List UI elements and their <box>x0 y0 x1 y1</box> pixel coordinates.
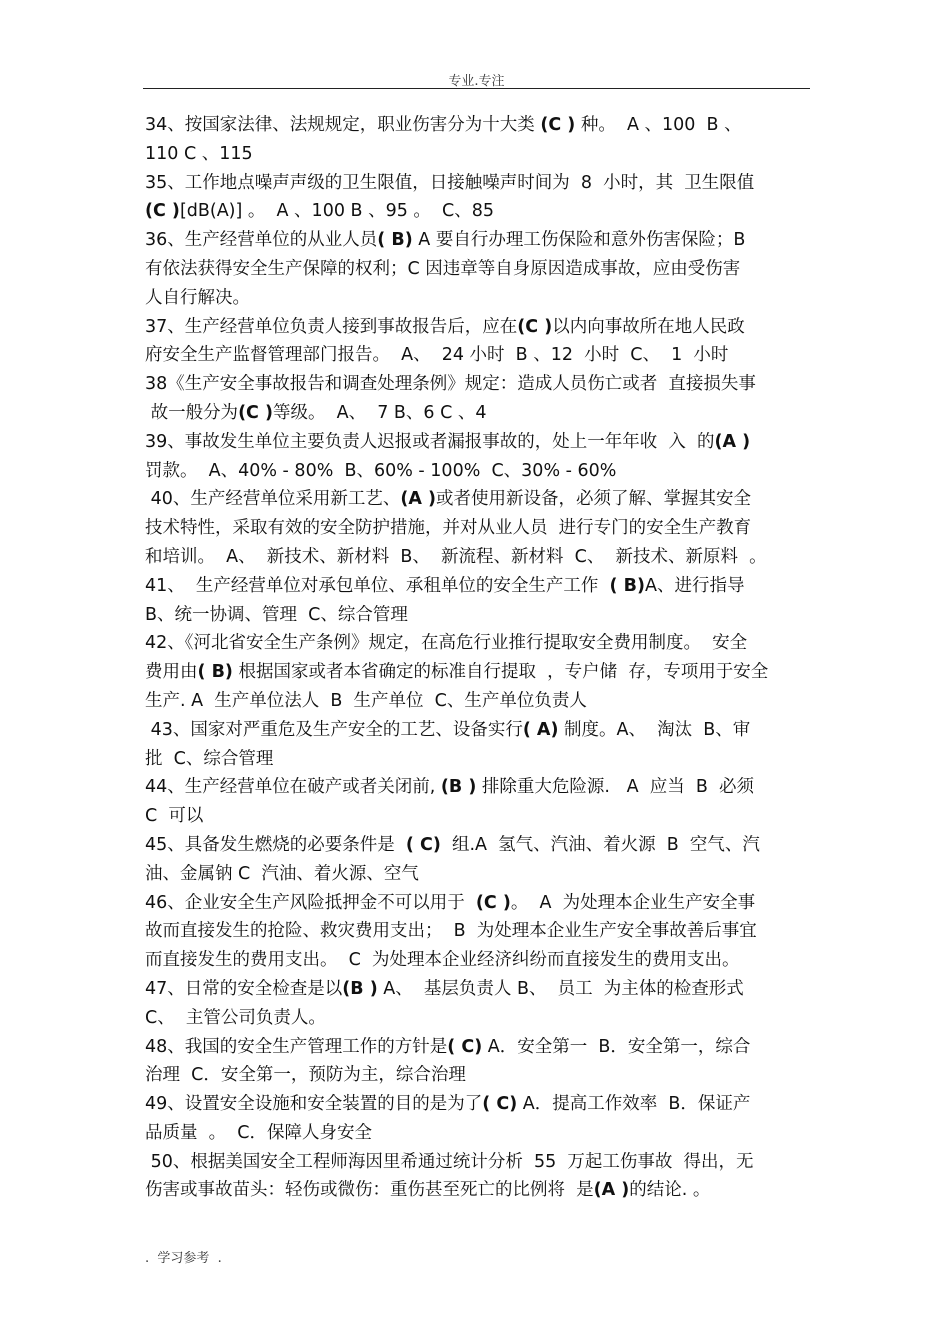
text-line <box>145 169 811 198</box>
line-text: 和培训。 A、 新技术、新材料 B、 新流程、新材料 C、 新技术、新原料 。 <box>145 546 767 567</box>
line-text: 费用由 <box>145 662 198 683</box>
answer-text: (C ) <box>540 115 576 135</box>
line-text: 种。 A 、100 B 、 <box>575 115 742 135</box>
text-line <box>145 687 811 716</box>
text-line <box>145 658 811 687</box>
line-text: 。 A 为处理本企业生产安全事 <box>510 892 756 913</box>
line-text: 排除重大危险源. A 应当 B 必须 <box>476 777 755 798</box>
text-line <box>145 1061 811 1090</box>
line-text: A、进行指导 <box>644 575 745 596</box>
answer-text: ( A) <box>522 719 559 740</box>
header-rule <box>143 88 810 89</box>
line-text: 等级。 A、 7 B、6 C 、4 <box>273 402 487 423</box>
answer-text: (B ) <box>342 978 378 999</box>
answer-text: ( C) <box>405 834 441 855</box>
line-text: 39、事故发生单位主要负责人迟报或者漏报事故的，处上一年年收 入 的 <box>145 431 715 452</box>
text-line <box>145 543 811 572</box>
text-line <box>145 111 811 140</box>
line-text: 50、根据美国安全工程师海因里希通过统计分析 55 万起工伤事故 得出，无 <box>145 1151 754 1172</box>
line-text: 人自行解决。 <box>145 287 250 308</box>
text-line <box>145 860 811 889</box>
line-text: 故一般分为 <box>145 402 239 423</box>
text-line <box>145 1033 811 1062</box>
text-line <box>145 716 811 745</box>
line-text: 批 C、综合管理 <box>145 748 274 769</box>
answer-text: (A ) <box>400 489 436 510</box>
text-line <box>145 485 811 514</box>
text-line <box>145 1004 811 1033</box>
line-text: 的结论. 。 <box>629 1180 711 1201</box>
line-text: C、 主管公司负责人。 <box>145 1007 326 1028</box>
text-line <box>145 601 811 630</box>
line-text: 治理 C．安全第一，预防为主，综合治理 <box>145 1065 466 1086</box>
line-text: 生产. A 生产单位法人 B 生产单位 C、生产单位负责人 <box>145 690 587 711</box>
line-text: 47、日常的安全检查是以 <box>145 978 343 999</box>
text-line <box>145 313 811 342</box>
text-line <box>145 1148 811 1177</box>
line-text: A、 基层负责人 B、 员工 为主体的检查形式 <box>377 978 744 999</box>
answer-text: (C ) <box>475 892 511 913</box>
text-line <box>145 1090 811 1119</box>
answer-text: (C ) <box>238 402 273 423</box>
line-text: 43、国家对严重危及生产安全的工艺、设备实行 <box>145 719 523 740</box>
text-line <box>145 946 811 975</box>
line-text: 46、企业安全生产风险抵押金不可以用于 <box>145 892 476 913</box>
answer-text: ( C) <box>482 1094 518 1115</box>
line-text: 根据国家或者本省确定的标准自行提取 ，专户储 存，专项用于安全 <box>232 662 769 683</box>
line-text: [dB(A)] 。 A 、100 B 、95 。 C、85 <box>179 201 495 222</box>
line-text: 品质量 。 C．保障人身安全 <box>145 1122 372 1143</box>
answer-text: ( B) <box>197 662 233 683</box>
answer-text: (A ) <box>593 1180 630 1201</box>
answer-text: (C ) <box>145 201 180 222</box>
text-line <box>145 745 811 774</box>
line-text: 而直接发生的费用支出。 C 为处理本企业经济纠纷而直接发生的费用支出。 <box>145 950 740 971</box>
text-line <box>145 629 811 658</box>
text-line <box>145 399 811 428</box>
line-text: A 要自行办理工伤保险和意外伤害保险；B <box>412 230 746 251</box>
line-text: 伤害或事故苗头：轻伤或微伤：重伤甚至死亡的比例将 是 <box>145 1180 594 1201</box>
text-line <box>145 140 811 169</box>
text-line <box>145 514 811 543</box>
text-line <box>145 428 811 457</box>
line-text: 35、工作地点噪声声级的卫生限值，日接触噪声时间为 8 小时，其 卫生限值 <box>145 172 755 193</box>
text-line <box>145 457 811 486</box>
document-body <box>145 111 811 1205</box>
answer-text: (A ) <box>714 431 751 452</box>
line-text: B、统一协调、管理 C、综合管理 <box>145 604 408 625</box>
text-line <box>145 1176 811 1205</box>
answer-text: (C ) <box>517 316 553 337</box>
line-text: 34、按国家法律、法规规定，职业伤害分为十大类 <box>145 115 541 135</box>
text-line <box>145 341 811 370</box>
text-line <box>145 802 811 831</box>
answer-text: ( C) <box>447 1036 483 1057</box>
line-text: 45、具备发生燃烧的必要条件是 <box>145 834 406 855</box>
line-text: 油、金属钠 C 汽油、着火源、空气 <box>145 863 419 884</box>
line-text: 制度。A、 淘汰 B、审 <box>558 719 751 740</box>
text-line <box>145 572 811 601</box>
line-text: A．提高工作效率 B．保证产 <box>517 1094 751 1115</box>
line-text: 故而直接发生的抢险、救灾费用支出； B 为处理本企业生产安全事故善后事宜 <box>145 921 757 942</box>
line-text: 37、生产经营单位负责人接到事故报告后，应在 <box>145 316 518 337</box>
line-text: 组.A 氢气、汽油、着火源 B 空气、汽 <box>440 834 760 855</box>
line-text: 110 C 、115 <box>145 143 253 164</box>
line-text: 罚款。 A、40% - 80% B、60% - 100% C、30% - 60% <box>145 460 617 481</box>
answer-text: (B ) <box>440 777 477 798</box>
text-line <box>145 284 811 313</box>
line-text: 44、生产经营单位在破产或者关闭前, <box>145 777 441 798</box>
line-text: 或者使用新设备，必须了解、掌握其安全 <box>435 489 751 510</box>
line-text: 技术特性，采取有效的安全防护措施，并对从业人员 进行专门的安全生产教育 <box>145 518 752 539</box>
line-text: 38《生产安全事故报告和调查处理条例》规定：造成人员伤亡或者 直接损失事 <box>145 374 756 395</box>
line-text: 49、设置安全设施和安全装置的目的是为了 <box>145 1094 483 1115</box>
text-line <box>145 975 811 1004</box>
line-text: 41、 生产经营单位对承包单位、承租单位的安全生产工作 <box>145 575 610 596</box>
answer-text: ( B) <box>609 575 645 596</box>
line-text: A．安全第一 B．安全第一，综合 <box>482 1036 751 1057</box>
text-line <box>145 1119 811 1148</box>
text-line <box>145 255 811 284</box>
line-text: 40、生产经营单位采用新工艺、 <box>145 489 401 510</box>
text-line <box>145 226 811 255</box>
line-text: 有依法获得安全生产保障的权利；C 因违章等自身原因造成事故，应由受伤害 <box>145 258 741 279</box>
text-line <box>145 831 811 860</box>
text-line <box>145 370 811 399</box>
line-text: 以内向事故所在地人民政 <box>552 316 745 337</box>
line-text: 府安全生产监督管理部门报告。 A、 24 小时 B 、12 小时 C、 1 小时 <box>145 345 729 366</box>
page-header: 专业.专注 <box>448 74 505 89</box>
line-text: C 可以 <box>145 806 204 827</box>
line-text: 36、生产经营单位的从业人员 <box>145 230 378 251</box>
page-footer: . 学习参考 . <box>145 1251 222 1266</box>
line-text: 48、我国的安全生产管理工作的方针是 <box>145 1036 448 1057</box>
text-line <box>145 917 811 946</box>
text-line <box>145 773 811 802</box>
line-text: 42、《河北省安全生产条例》规定，在高危行业推行提取安全费用制度。 安全 <box>145 633 748 654</box>
text-line <box>145 889 811 918</box>
text-line <box>145 197 811 226</box>
answer-text: ( B) <box>377 230 413 251</box>
